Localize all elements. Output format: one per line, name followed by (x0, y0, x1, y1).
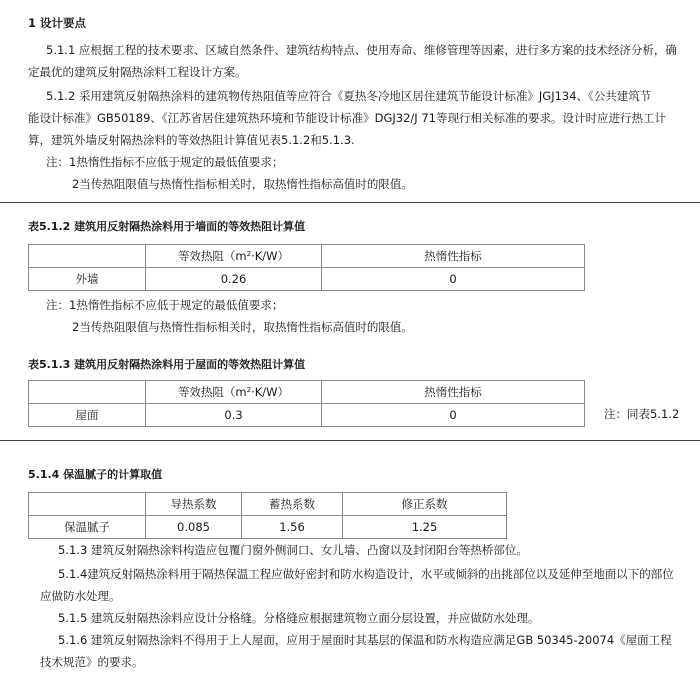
cell-heat-storage: 1.56 (242, 516, 343, 539)
section-heading: 1 设计要点 (28, 16, 87, 30)
divider (0, 440, 700, 441)
note-2: 2当传热阻限值与热惰性指标相关时，取热惰性指标高值时的限值。 (72, 177, 413, 191)
table-5-1-2 (28, 244, 585, 291)
para-5-1-2-line1: 5.1.2 采用建筑反射隔热涂料的建筑物传热阻值等应符合《夏热冬冷地区居住建筑节能设计标准》JGJ134、《公共建筑节 (46, 89, 652, 103)
cell-thermal-resistance: 0.26 (146, 268, 322, 291)
table-corner-cell (29, 381, 146, 404)
row-label-exterior-wall: 外墙 (29, 268, 146, 291)
col-header-thermal-resistance: 等效热阻$(m^2\cdot K/W)$ (146, 381, 322, 404)
para-5-1-5: 5.1.5 建筑反射隔热涂料应设计分格缝。分格缝应根据建筑物立面分层设置，并应做防水处理。 (58, 611, 540, 625)
col-header-conductivity: 导热系数 (146, 493, 242, 516)
table-5-1-3 (28, 380, 585, 427)
para-5-1-1-line1: 5.1.1 应根据工程的技术要求、区域自然条件、建筑结构特点、使用寿命、维修管理等因素，进行多方案的技术经济分析，确 (46, 43, 677, 57)
col-header-heat-storage: 蓄热系数 (242, 493, 343, 516)
cell-thermal-inertia: 0 (322, 404, 585, 427)
para-5-1-3: 5.1.3 建筑反射隔热涂料构造应包覆门窗外侧洞口、女儿墙、凸窗以及封闭阳台等热桥部位。 (58, 543, 528, 557)
para-5-1-1-line2: 定最优的建筑反射隔热涂料工程设计方案。 (28, 65, 247, 79)
col-header-correction: 修正系数 (343, 493, 507, 516)
col-header-thermal-inertia: 热惰性指标 (322, 245, 585, 268)
col-header-thermal-inertia: 热惰性指标 (322, 381, 585, 404)
table-5-1-2-note-2: 2当传热阻限值与热惰性指标相关时，取热惰性指标高值时的限值。 (72, 320, 413, 334)
col-header-thermal-resistance: 等效热阻$(m^2\cdot K/W)$ (146, 245, 322, 268)
table-5-1-3-caption: 表5.1.3 建筑用反射隔热涂料用于屋面的等效热阻计算值 (28, 358, 306, 371)
cell-thermal-resistance: 0.3 (146, 404, 322, 427)
table-corner-cell (29, 493, 146, 516)
row-label-roof: 屋面 (29, 404, 146, 427)
para-5-1-6-line2: 技术规范》的要求。 (40, 655, 144, 669)
row-label-putty: 保温腻子 (29, 516, 146, 539)
table-5-1-2-caption: 表5.1.2 建筑用反射隔热涂料用于墙面的等效热阻计算值 (28, 220, 306, 233)
cell-conductivity: 0.085 (146, 516, 242, 539)
table-5-1-4-caption: 5.1.4 保温腻子的计算取值 (28, 468, 163, 481)
cell-thermal-inertia: 0 (322, 268, 585, 291)
divider (0, 202, 700, 203)
para-5-1-2-line3: 算，建筑外墙反射隔热涂料的等效热阻计算值见表5.1.2和5.1.3. (28, 133, 355, 147)
table-5-1-3-side-note: 注：同表5.1.2 (604, 407, 680, 421)
table-5-1-4 (28, 492, 507, 539)
para-5-1-4-line1: 5.1.4建筑反射隔热涂料用于隔热保温工程应做好密封和防水构造设计，水平或倾斜的出挑部位以及延伸至地面以下的部位 (58, 567, 674, 581)
table-corner-cell (29, 245, 146, 268)
para-5-1-4-line2: 应做防水处理。 (40, 589, 121, 603)
para-5-1-6-line1: 5.1.6 建筑反射隔热涂料不得用于上人屋面，应用于屋面时其基层的保温和防水构造应满足GB 50345-20074《屋面工程 (58, 633, 672, 647)
para-5-1-2-line2: 能设计标准》GB50189、《江苏省居住建筑热环境和节能设计标准》DGJ32/J 71等现行相关标准的要求。设计时应进行热工计 (28, 111, 666, 125)
note-1: 注：1热惰性指标不应低于规定的最低值要求； (46, 155, 284, 169)
cell-correction: 1.25 (343, 516, 507, 539)
table-5-1-2-note-1: 注：1热惰性指标不应低于规定的最低值要求； (46, 298, 284, 312)
